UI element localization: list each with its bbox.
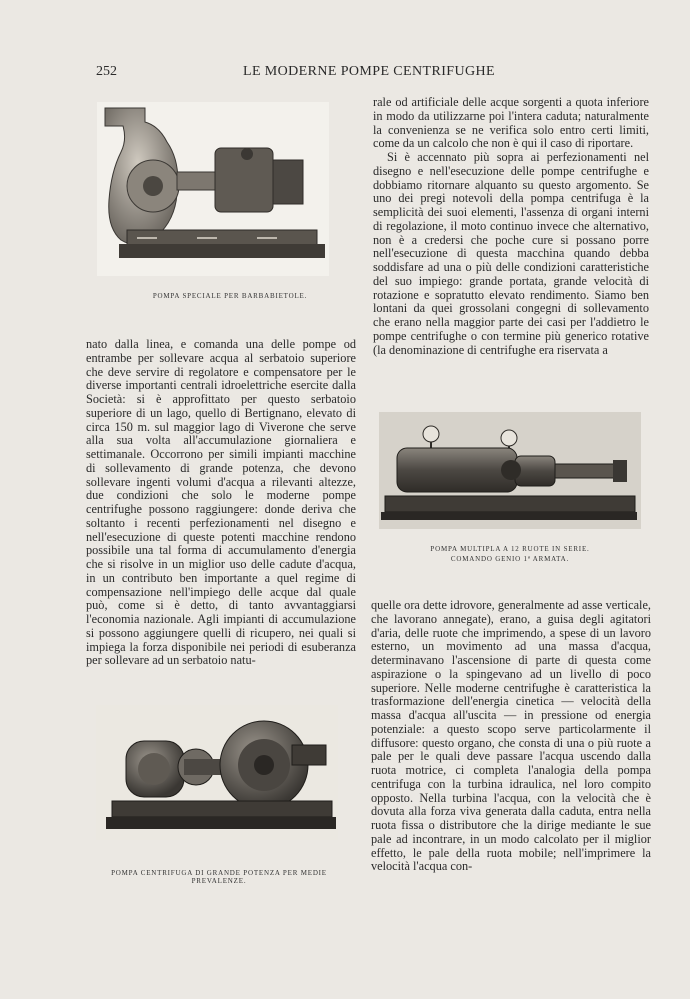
figure-caption-multistage <box>410 544 610 564</box>
body-text-right-bottom <box>371 599 651 874</box>
pump-photo-large <box>96 705 338 840</box>
page-number: 252 <box>96 64 117 79</box>
paragraph: Si è accennato più sopra ai perfezionamenti nel disegno e nell'esecuzione delle pompe centrifughe e dobbiamo ritornare alquanto su questo argomento. Se uno dei pregi notevoli della pompa centrifuga è la semplicità dei suoi elementi, l'assenza di organi interni di regolazione, il moto continuo invece che alternativo, non è a credersi che poche cure si possano porre nell'esecuzione di questa macchina quando debba soddisfare ad una o più delle condizioni caratteristiche del suo impiego: grande portata, grande velocità di rotazione e sopratutto elevato rendimento. Siamo ben lontani da quei grossolani congegni di sollevamento che erano nella maggior parte dei casi per l'addietro le pompe centrifughe o con termine più generico rotative (la denominazione di centrifughe era riservata a <box>373 150 649 357</box>
paragraph: rale od artificiale delle acque sorgenti a quota inferiore in modo da utilizzarne poi l'intera caduta; naturalmente la convenienza se ne verifica solo entro certi limiti, come da un calcolo che non è qui il caso di riportare. <box>373 95 649 151</box>
body-text-left <box>86 338 356 668</box>
pump-photo-multistage <box>379 412 641 529</box>
running-title: LE MODERNE POMPE CENTRIFUGHE <box>243 64 495 79</box>
paragraph: nato dalla linea, e comanda una delle pompe od entrambe per sollevare acqua al serbatoio superiore che deve servire di regolatore e compensatore per le diverse importanti centrali idroelettriche esercite dalla Società: si è approfittato per questo serbatoio superiore di un lago, quello di Bertignano, elevato di circa 150 m. sul maggior lago di Viverone che serve alla sua volta all'accumulazione giornaliera e settimanale. Occorrono per simili impianti macchine di sollevamento di grande potenza, che devono sollevare ingenti volumi d'acqua a rilevanti altezze, due condizioni che solo le moderne pompe centrifughe possono raggiungere: donde deriva che soltanto i recenti perfezionamenti nel disegno e nell'esecuzione di queste potenti macchine rendono possibile una tal forma di accumulamento d'energia che si risolve in un miglior uso delle cadute d'acqua, in un contributo ben importante a quel regime di compensazione nell'impiego delle acque dal quale può, come si è detto, di tanto avvantaggiarsi l'economia nazionale. Agli impianti di accumulazione si possono aggiungere quelli di ricupero, nei quali si impiega la forza disponibile nei periodi di esuberanza per sollevare ad un serbatoio natu- <box>86 337 356 668</box>
paragraph: quelle ora dette idrovore, generalmente ad asse verticale, che lavorano annegate), erano, a guisa degli agitatori d'aria, delle ruote che imprimendo, a spese di un lavoro esterno, un movimento ad una massa d'acqua, determinavano l'ascensione di parte di questa come aspirazione o la spingevano ad un livello di poco superiore. Nelle moderne centrifughe è caratteristica la trasformazione dell'energia cinetica — velocità della massa d'acqua all'uscita — in pressione od energia potenziale: a questo scopo serve particolarmente il diffusore: questo organo, che consta di una o più ruote a pale per le quali deve passare l'acqua uscendo dalla ruota motrice, ci completa l'analogia della pompa centrifuga con la turbina idraulica, nel loro compito opposto. Nella turbina l'acqua, con la velocità che è dovuta alla forza viva generata dalla caduta, entra nella ruota fissa o distributore che la dirige mediante le sue pale ad incontrare, in un modo calcolato per il miglior effetto, le pale della ruota mobile; nell'imprimere la velocità l'acqua con- <box>371 598 651 874</box>
figure-caption-large-pump: POMPA CENTRIFUGA DI GRANDE POTENZA PER MEDIE PREVALENZE. <box>111 869 327 885</box>
caption-line: COMANDO GENIO 1ª ARMATA. <box>450 555 570 563</box>
caption-line: POMPA MULTIPLA A 12 RUOTE IN SERIE. <box>430 545 590 553</box>
figure-caption-beets: POMPA SPECIALE PER BARBABIETOLE. <box>152 292 308 300</box>
pump-photo-beets <box>97 102 329 276</box>
body-text-right-top <box>373 96 649 357</box>
